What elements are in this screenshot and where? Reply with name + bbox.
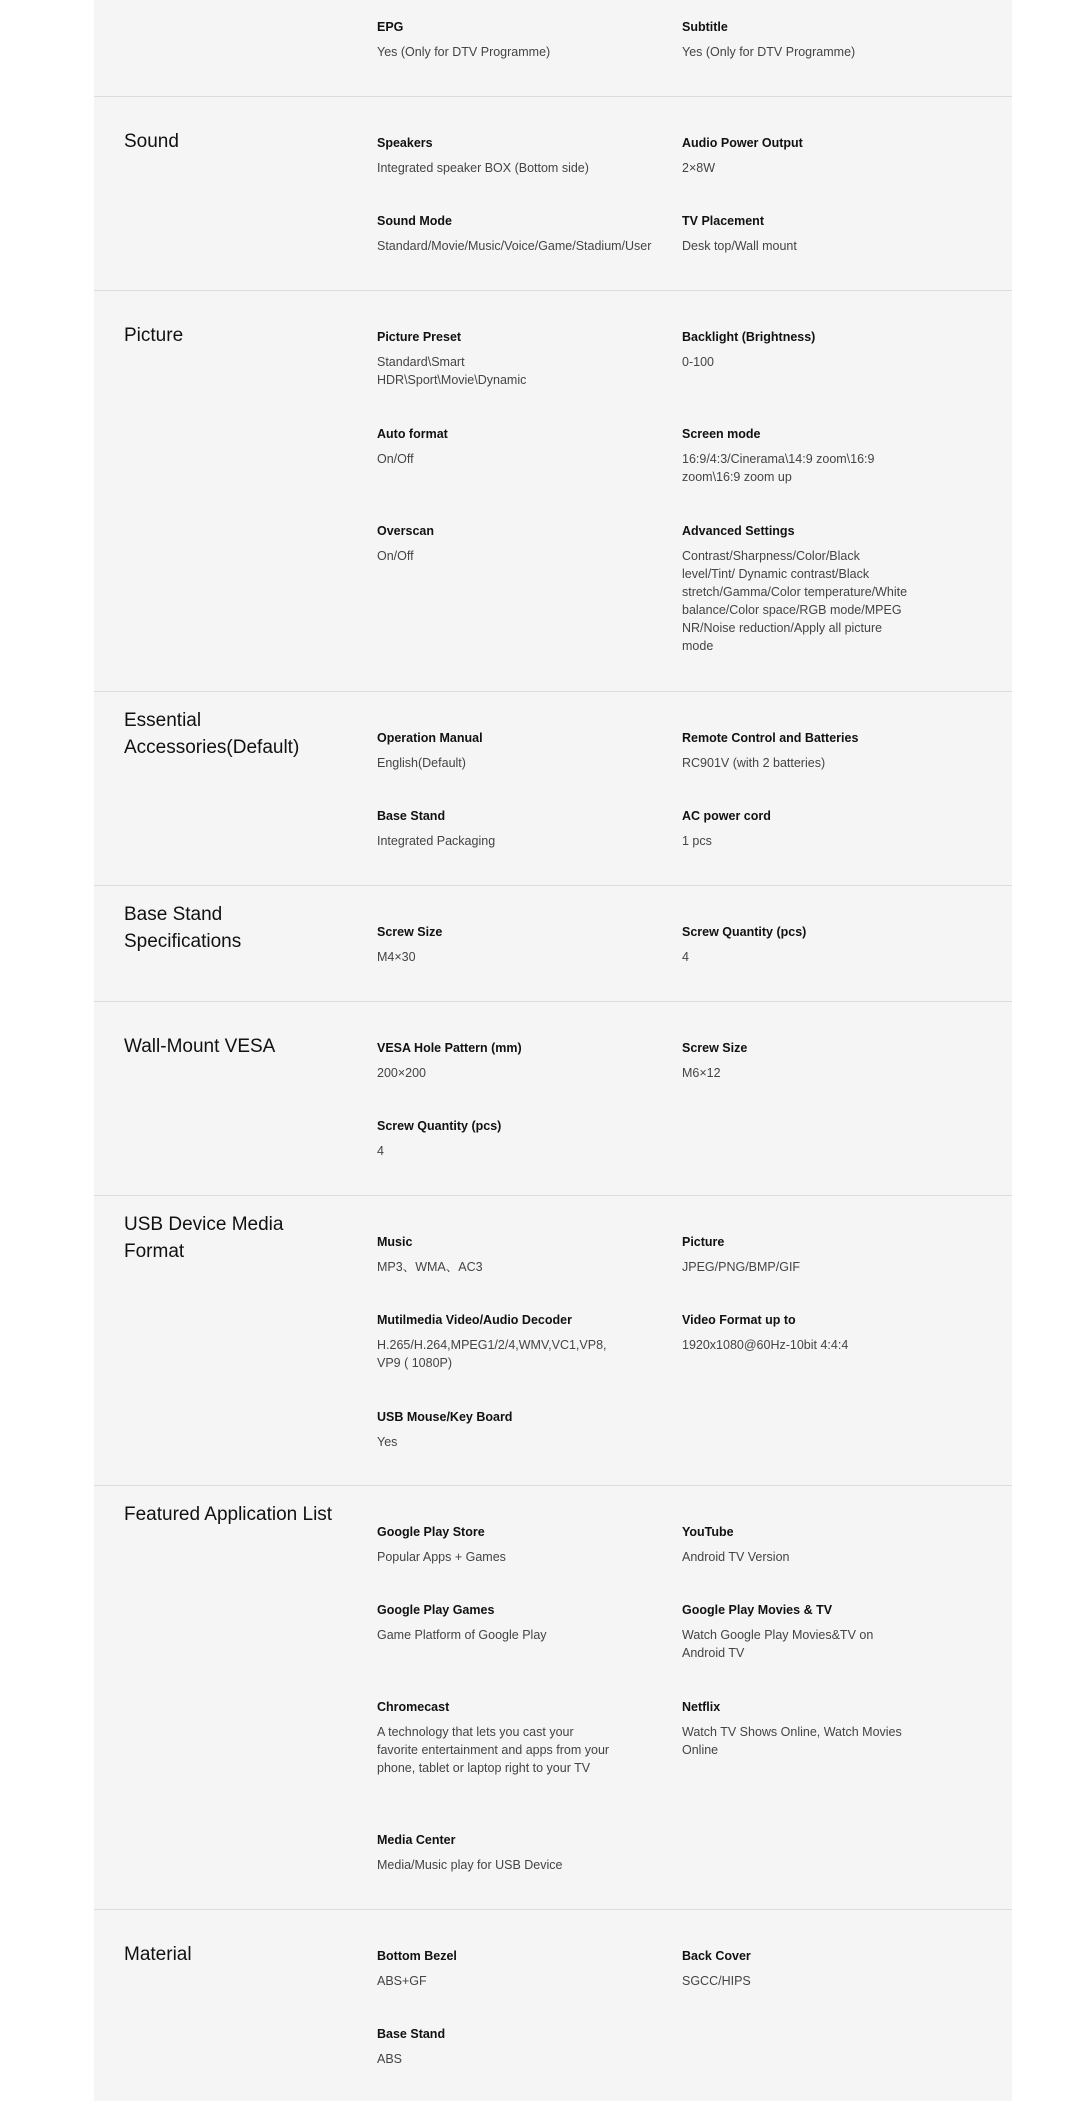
spec-value: A technology that lets you cast your favorite entertainment and apps from your phone, tablet or laptop right to your TV [377,1725,610,1775]
spec-item-play-store [377,1524,622,1566]
spec-label: EPG [377,20,404,34]
spec-item-vesa-screw-size [682,1040,927,1082]
spec-value: MP3、WMA、AC3 [377,1260,483,1274]
spec-label: Sound Mode [377,214,452,228]
spec-label: Music [377,1235,413,1249]
spec-value: 4 [682,950,689,964]
spec-item-epg [377,19,622,61]
spec-label: Media Center [377,1833,456,1847]
spec-value: On/Off [377,549,414,563]
spec-value: Desk top/Wall mount [682,239,797,253]
spec-item-decoder [377,1312,622,1372]
spec-value: 16:9/4:3/Cinerama\14:9 zoom\16:9 zoom\16:9 zoom up [682,452,875,484]
section-picture [94,291,1012,692]
spec-label: Google Play Movies & TV [682,1603,833,1617]
spec-item-vesa-pattern [377,1040,622,1082]
spec-label: Backlight (Brightness) [682,330,816,344]
spec-value: Popular Apps + Games [377,1550,506,1564]
spec-label: TV Placement [682,214,764,228]
spec-value: Integrated Packaging [377,834,496,848]
spec-item-operation-manual [377,730,622,772]
section-title: Wall-Mount VESA [124,1036,276,1057]
spec-value: M6×12 [682,1066,721,1080]
spec-label: YouTube [682,1525,734,1539]
spec-label: Advanced Settings [682,524,795,538]
spec-label: Google Play Games [377,1603,495,1617]
spec-item-auto-format [377,426,622,468]
spec-item-tv-placement [682,213,927,255]
spec-item-speakers [377,135,622,177]
spec-item-ac-power-cord [682,808,927,850]
spec-label: Back Cover [682,1949,751,1963]
spec-item-usb-picture [682,1234,927,1276]
spec-item-bottom-bezel [377,1948,622,1990]
spec-label: Screw Size [377,925,443,939]
spec-item-screw-size [377,924,622,966]
spec-value: Android TV Version [682,1550,790,1564]
section-title: Material [124,1944,192,1965]
spec-label: USB Mouse/Key Board [377,1410,513,1424]
spec-value: H.265/H.264,MPEG1/2/4,WMV,VC1,VP8, VP9 ( 1080P) [377,1338,607,1370]
spec-item-backlight [682,329,927,371]
spec-item-back-cover [682,1948,927,1990]
spec-value: English(Default) [377,756,466,770]
spec-label: Overscan [377,524,434,538]
spec-label: AC power cord [682,809,771,823]
spec-label: VESA Hole Pattern (mm) [377,1041,522,1055]
spec-label: Bottom Bezel [377,1949,457,1963]
spec-item-chromecast [377,1699,622,1777]
spec-item-usb-mouse [377,1409,622,1451]
spec-item-media-center [377,1832,622,1874]
spec-value: 200×200 [377,1066,427,1080]
spec-value: 1920x1080@60Hz-10bit 4:4:4 [682,1338,849,1352]
spec-value: Integrated speaker BOX (Bottom side) [377,161,589,175]
spec-item-audio-power [682,135,927,177]
spec-label: Screw Size [682,1041,748,1055]
spec-label: Screw Quantity (pcs) [682,925,807,939]
spec-label: Chromecast [377,1700,450,1714]
spec-label: Auto format [377,427,448,441]
spec-value: ABS [377,2052,403,2066]
spec-value: RC901V (with 2 batteries) [682,756,826,770]
spec-value: Yes (Only for DTV Programme) [682,45,856,59]
spec-value: JPEG/PNG/BMP/GIF [682,1260,801,1274]
spec-label: Google Play Store [377,1525,485,1539]
spec-value: 0-100 [682,355,714,369]
spec-label: Operation Manual [377,731,483,745]
spec-item-overscan [377,523,622,565]
spec-item-play-movies [682,1602,927,1662]
spec-item-play-games [377,1602,622,1644]
spec-label: Base Stand [377,2027,446,2041]
spec-item-remote-control [682,730,927,772]
spec-value: Standard/Movie/Music/Voice/Game/Stadium/User [377,239,652,253]
spec-item-netflix [682,1699,927,1759]
section-epg [94,0,1012,97]
spec-value: ABS+GF [377,1974,427,1988]
spec-value: Game Platform of Google Play [377,1628,547,1642]
spec-value: Yes [377,1435,398,1449]
spec-item-screw-quantity [682,924,927,966]
section-title: Featured Application List [124,1504,333,1525]
section-base-stand [94,886,1012,1002]
spec-item-video-format [682,1312,927,1354]
spec-item-music [377,1234,622,1276]
spec-value: Media/Music play for USB Device [377,1858,563,1872]
spec-label: Screen mode [682,427,761,441]
spec-item-screen-mode [682,426,927,486]
section-apps [94,1486,1012,1910]
spec-value: Yes (Only for DTV Programme) [377,45,551,59]
spec-label: Mutilmedia Video/Audio Decoder [377,1313,572,1327]
spec-value: Contrast/Sharpness/Color/Black level/Tint/ Dynamic contrast/Black stretch/Gamma/Color temperature/White balance/Color space/RGB mode/MPEG NR/Noise reduction/Apply all picture mode [682,549,908,653]
spec-item-subtitle [682,19,927,61]
spec-value: 2×8W [682,161,716,175]
spec-item-base-stand [377,808,622,850]
spec-label: Screw Quantity (pcs) [377,1119,502,1133]
spec-value: On/Off [377,452,414,466]
spec-value: Watch TV Shows Online, Watch Movies Online [682,1725,902,1757]
spec-value: SGCC/HIPS [682,1974,751,1988]
spec-page [94,0,1012,2101]
spec-label: Subtitle [682,20,728,34]
spec-value: 1 pcs [682,834,712,848]
section-title: Sound [124,131,179,152]
section-material [94,1910,1012,2101]
spec-value: Watch Google Play Movies&TV on Android TV [682,1628,874,1660]
spec-item-advanced-settings [682,523,927,655]
spec-value: 4 [377,1144,384,1158]
section-accessories [94,692,1012,886]
spec-label: Picture Preset [377,330,462,344]
spec-label: Video Format up to [682,1313,796,1327]
section-title: Base Stand Specifications [124,904,242,952]
section-vesa [94,1002,1012,1196]
spec-label: Picture [682,1235,725,1249]
section-title: Essential Accessories(Default) [124,710,300,758]
spec-label: Audio Power Output [682,136,803,150]
spec-item-vesa-screw-quantity [377,1118,622,1160]
section-title: USB Device Media Format [124,1214,284,1262]
spec-label: Netflix [682,1700,721,1714]
section-title: Picture [124,325,184,346]
spec-item-picture-preset [377,329,622,389]
section-usb [94,1196,1012,1486]
spec-label: Speakers [377,136,433,150]
section-sound [94,97,1012,291]
spec-item-material-base-stand [377,2026,622,2068]
spec-value: Standard\Smart HDR\Sport\Movie\Dynamic [377,355,527,387]
spec-label: Remote Control and Batteries [682,731,859,745]
spec-value: M4×30 [377,950,416,964]
spec-item-youtube [682,1524,927,1566]
spec-label: Base Stand [377,809,446,823]
spec-item-sound-mode [377,213,652,255]
